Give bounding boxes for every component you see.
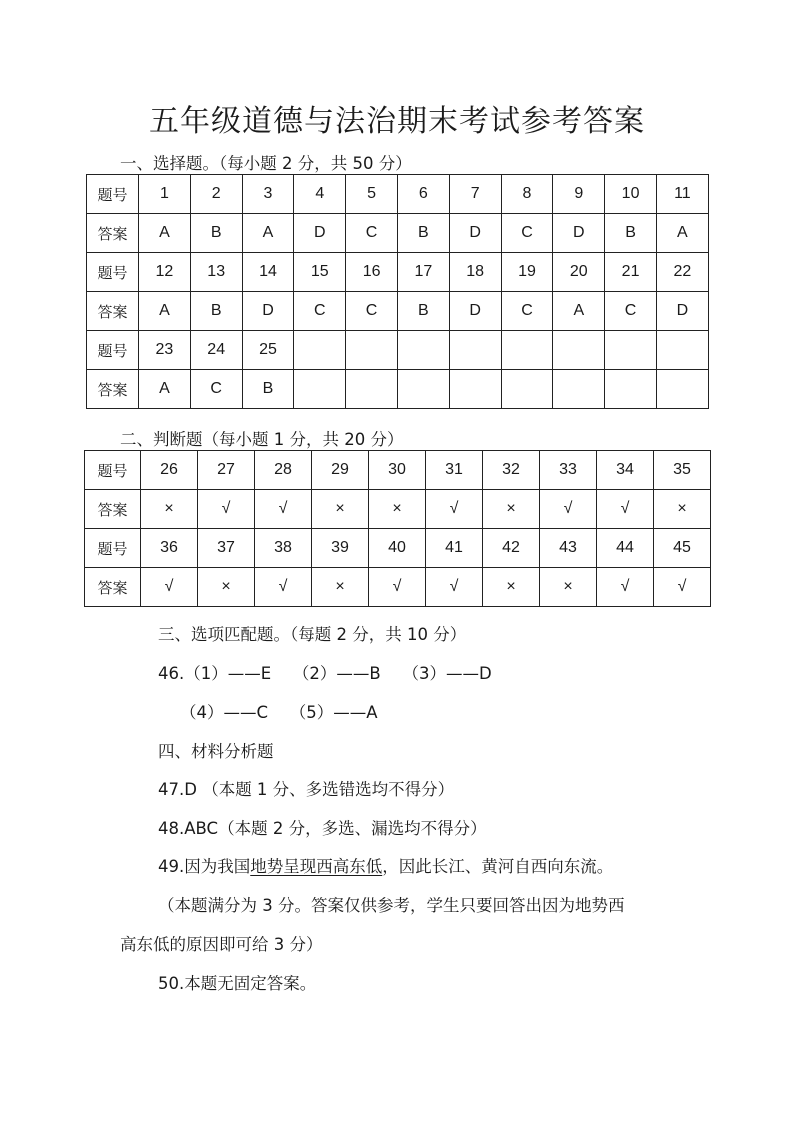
table-cell: 33 — [540, 451, 597, 490]
table-cell: 20 — [553, 253, 605, 292]
table-cell: 14 — [242, 253, 294, 292]
table-cell: 4 — [294, 175, 346, 214]
table-cell: 26 — [141, 451, 198, 490]
table-cell: C — [501, 214, 553, 253]
table-cell: 11 — [656, 175, 708, 214]
table-cell: 28 — [255, 451, 312, 490]
table-cell: 29 — [312, 451, 369, 490]
table-cell — [449, 370, 501, 409]
table-row — [87, 331, 709, 370]
table-cell: 44 — [597, 529, 654, 568]
table-cell: 18 — [449, 253, 501, 292]
table-cell: 39 — [312, 529, 369, 568]
table-cell: √ — [255, 490, 312, 529]
table-cell: 43 — [540, 529, 597, 568]
page-title: 五年级道德与法治期末考试参考答案 — [149, 104, 645, 139]
table-cell: C — [346, 214, 398, 253]
table-cell: √ — [141, 568, 198, 607]
table-cell: √ — [426, 568, 483, 607]
table-cell: B — [242, 370, 294, 409]
table-cell: A — [656, 214, 708, 253]
table-cell: C — [294, 292, 346, 331]
table-row — [87, 214, 709, 253]
choice-answer-table — [86, 174, 709, 409]
q50-answer: 50.本题无固定答案。 — [158, 974, 317, 993]
q49-prefix: 49.因为我国 — [158, 857, 251, 876]
table-cell: 2 — [190, 175, 242, 214]
table-cell — [553, 331, 605, 370]
judgment-answer-table — [84, 450, 711, 607]
table-cell — [346, 331, 398, 370]
q49-note-line1: （本题满分为 3 分。答案仅供参考，学生只要回答出因为地势西 — [158, 896, 625, 915]
q49-note-line2: 高东低的原因即可给 3 分） — [120, 935, 323, 954]
table-cell: D — [553, 214, 605, 253]
table-cell — [294, 331, 346, 370]
table-cell: 19 — [501, 253, 553, 292]
table-cell: × — [654, 490, 711, 529]
table-cell: 7 — [449, 175, 501, 214]
table-cell — [397, 370, 449, 409]
table-cell: × — [312, 568, 369, 607]
table-cell: 32 — [483, 451, 540, 490]
table-row — [87, 370, 709, 409]
table-cell: B — [190, 214, 242, 253]
row-label-cell: 题号 — [85, 451, 141, 490]
table-cell: √ — [255, 568, 312, 607]
table-cell: A — [553, 292, 605, 331]
row-label-cell: 题号 — [87, 175, 139, 214]
q49-answer — [158, 853, 613, 877]
table-cell: 25 — [242, 331, 294, 370]
table-cell — [294, 370, 346, 409]
table-cell: × — [141, 490, 198, 529]
row-label-cell: 题号 — [87, 253, 139, 292]
section4-heading: 四、材料分析题 — [158, 742, 274, 761]
table-cell: C — [346, 292, 398, 331]
table-cell: √ — [597, 490, 654, 529]
q48-answer: 48.ABC（本题 2 分，多选、漏选均不得分） — [158, 819, 487, 838]
table-cell: 6 — [397, 175, 449, 214]
table-cell: 21 — [605, 253, 657, 292]
q46-line2: （4）——C （5）——A — [180, 703, 378, 722]
table-row — [85, 490, 711, 529]
table-cell: √ — [426, 490, 483, 529]
table-cell: 40 — [369, 529, 426, 568]
table-row — [85, 568, 711, 607]
table-cell: × — [483, 490, 540, 529]
table-cell: A — [242, 214, 294, 253]
table-cell: B — [397, 292, 449, 331]
table-cell: 8 — [501, 175, 553, 214]
table-cell: 23 — [139, 331, 191, 370]
table-cell — [501, 331, 553, 370]
table-cell: √ — [198, 490, 255, 529]
table-cell: 38 — [255, 529, 312, 568]
q46-line1: 46.（1）——E （2）——B （3）——D — [158, 664, 492, 683]
table-cell: 41 — [426, 529, 483, 568]
section3-heading: 三、选项匹配题。（每题 2 分，共 10 分） — [158, 625, 467, 644]
table-cell: B — [190, 292, 242, 331]
table-cell: A — [139, 370, 191, 409]
table-cell: 5 — [346, 175, 398, 214]
table-cell: 15 — [294, 253, 346, 292]
table-cell: A — [139, 214, 191, 253]
table-cell — [397, 331, 449, 370]
table-row — [87, 292, 709, 331]
table-cell: √ — [540, 490, 597, 529]
row-label-cell: 答案 — [87, 370, 139, 409]
table-cell: × — [540, 568, 597, 607]
table-cell — [656, 331, 708, 370]
row-label-cell: 答案 — [85, 490, 141, 529]
table-cell: √ — [369, 568, 426, 607]
table-cell — [605, 331, 657, 370]
table-cell: × — [369, 490, 426, 529]
table-cell: 34 — [597, 451, 654, 490]
table-cell: 36 — [141, 529, 198, 568]
row-label-cell: 答案 — [87, 292, 139, 331]
table-cell: 30 — [369, 451, 426, 490]
q49-underlined: 地势呈现西高东低 — [250, 857, 383, 876]
table-cell: 3 — [242, 175, 294, 214]
table-cell: B — [397, 214, 449, 253]
section1-heading: 一、选择题。（每小题 2 分，共 50 分） — [120, 154, 412, 173]
table-cell: 45 — [654, 529, 711, 568]
table-cell: 9 — [553, 175, 605, 214]
table-cell: 12 — [139, 253, 191, 292]
table-cell: 16 — [346, 253, 398, 292]
table-cell: 27 — [198, 451, 255, 490]
table-cell — [449, 331, 501, 370]
row-label-cell: 答案 — [87, 214, 139, 253]
table-cell: 35 — [654, 451, 711, 490]
table-cell — [656, 370, 708, 409]
row-label-cell: 题号 — [85, 529, 141, 568]
table-cell: √ — [654, 568, 711, 607]
table-cell: D — [294, 214, 346, 253]
table-cell: D — [449, 214, 501, 253]
table-cell: C — [605, 292, 657, 331]
q49-suffix: ，因此长江、黄河自西向东流。 — [382, 857, 614, 876]
table-cell: 42 — [483, 529, 540, 568]
table-cell: 24 — [190, 331, 242, 370]
row-label-cell: 答案 — [85, 568, 141, 607]
section2-heading: 二、判断题（每小题 1 分，共 20 分） — [120, 430, 404, 449]
table-cell: 22 — [656, 253, 708, 292]
table-cell: √ — [597, 568, 654, 607]
table-cell: C — [190, 370, 242, 409]
table-row — [87, 253, 709, 292]
row-label-cell: 题号 — [87, 331, 139, 370]
table-cell: D — [242, 292, 294, 331]
table-cell: D — [656, 292, 708, 331]
table-cell: 37 — [198, 529, 255, 568]
table-cell — [501, 370, 553, 409]
table-row — [85, 451, 711, 490]
table-cell: 31 — [426, 451, 483, 490]
table-cell — [605, 370, 657, 409]
table-cell — [346, 370, 398, 409]
table-cell: D — [449, 292, 501, 331]
table-cell: 17 — [397, 253, 449, 292]
table-cell: C — [501, 292, 553, 331]
table-cell: 10 — [605, 175, 657, 214]
table-cell: × — [198, 568, 255, 607]
table-row — [87, 175, 709, 214]
table-cell: × — [483, 568, 540, 607]
table-cell: × — [312, 490, 369, 529]
table-cell: 1 — [139, 175, 191, 214]
table-cell: B — [605, 214, 657, 253]
table-cell — [553, 370, 605, 409]
table-cell: A — [139, 292, 191, 331]
table-row — [85, 529, 711, 568]
table-cell: 13 — [190, 253, 242, 292]
q47-answer: 47.D （本题 1 分、多选错选均不得分） — [158, 780, 455, 799]
